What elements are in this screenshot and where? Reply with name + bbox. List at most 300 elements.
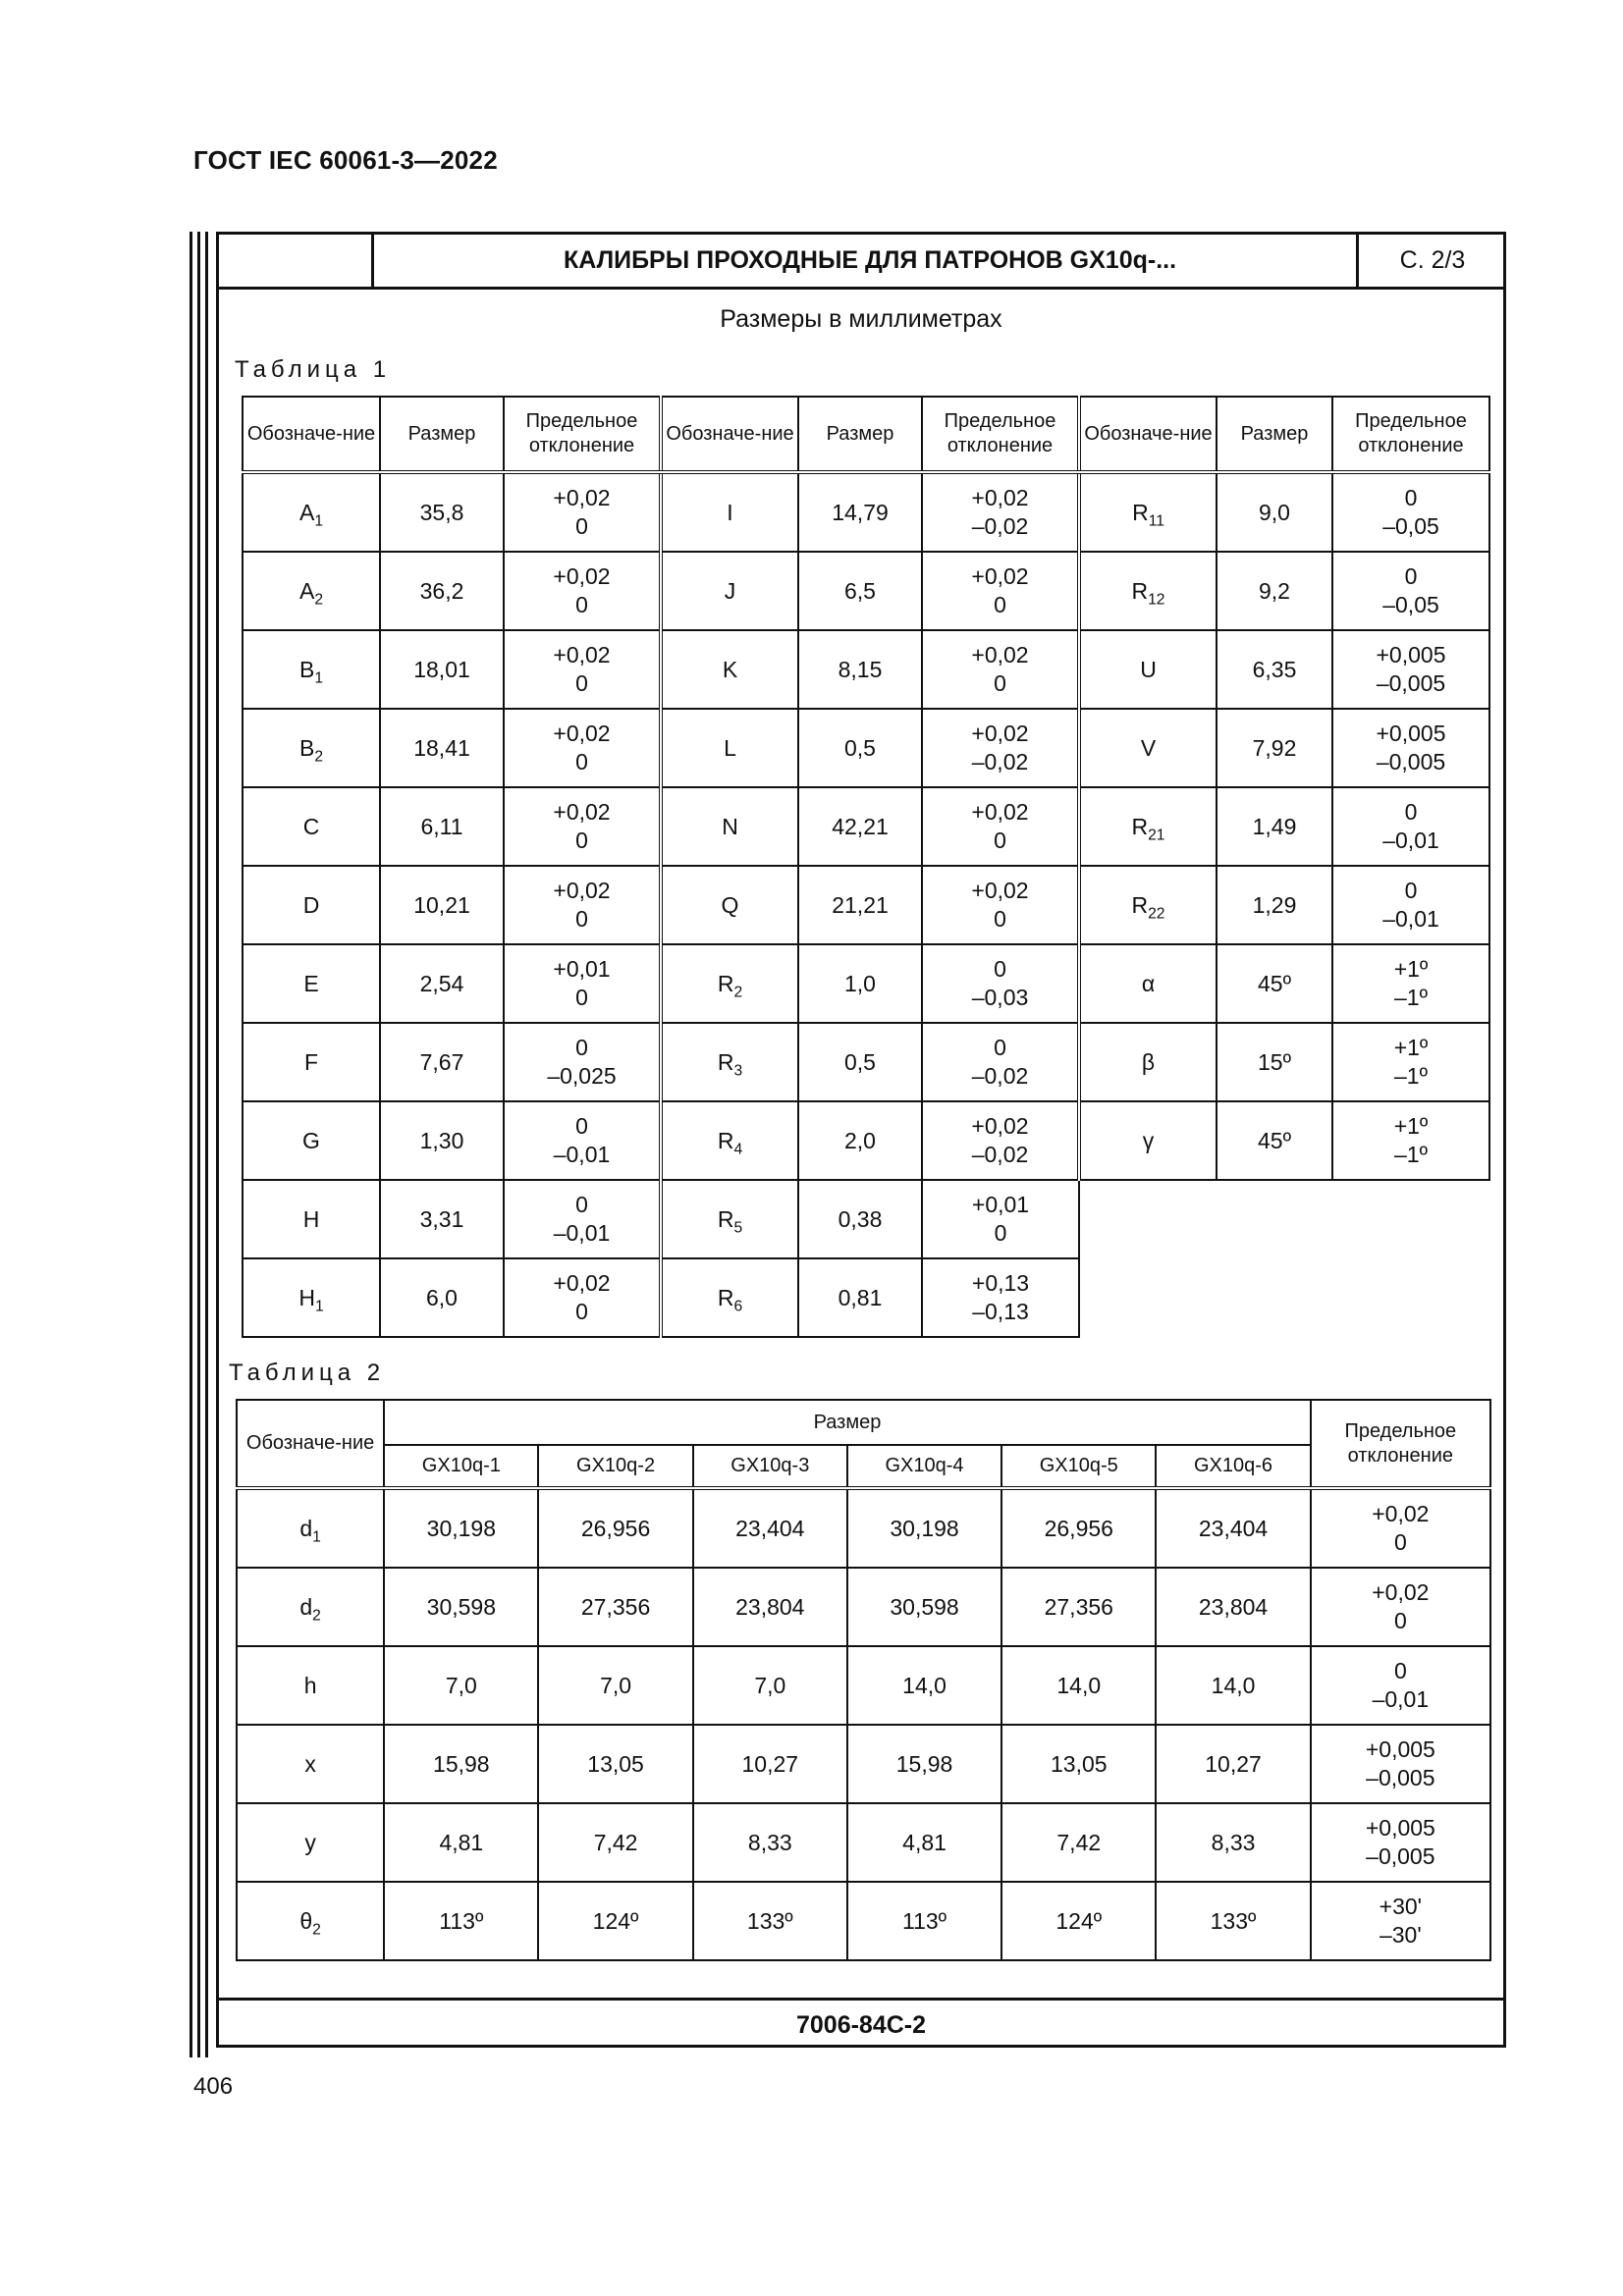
deviation-cell bbox=[922, 709, 1079, 787]
deviation-upper: +0,02 bbox=[553, 1270, 611, 1297]
designation-symbol: A bbox=[298, 577, 315, 604]
size-cell: 23,404 bbox=[1156, 1488, 1310, 1568]
designation-cell bbox=[661, 866, 798, 944]
designation-cell bbox=[237, 1882, 384, 1960]
size-cell: 45º bbox=[1217, 1101, 1332, 1180]
designation-symbol: D bbox=[302, 891, 320, 918]
designation-cell bbox=[1079, 866, 1217, 944]
size-cell: 13,05 bbox=[538, 1725, 692, 1803]
deviation-cell bbox=[1311, 1725, 1490, 1803]
size-cell: 124º bbox=[538, 1882, 692, 1960]
designation-cell bbox=[243, 630, 380, 709]
table-row bbox=[237, 1646, 1490, 1725]
size-cell: 6,35 bbox=[1217, 630, 1332, 709]
col-type: GX10q-4 bbox=[847, 1445, 1001, 1488]
deviation-upper: +0,01 bbox=[971, 1192, 1030, 1218]
deviation-lower: –0,01 bbox=[553, 1220, 611, 1246]
page-number: 406 bbox=[193, 2073, 234, 2100]
deviation-lower: –0,01 bbox=[1372, 1686, 1430, 1712]
table-row bbox=[243, 472, 1489, 552]
designation-symbol: A bbox=[298, 499, 315, 525]
header-blank-cell bbox=[219, 235, 374, 287]
deviation-lower: –0,01 bbox=[1382, 828, 1439, 853]
designation-cell bbox=[1079, 944, 1217, 1023]
size-cell: 26,956 bbox=[538, 1488, 692, 1568]
designation-symbol: d bbox=[299, 1593, 313, 1620]
table-row bbox=[243, 709, 1489, 787]
deviation-lower: –0,005 bbox=[1366, 1843, 1435, 1869]
designation-cell bbox=[243, 472, 380, 552]
designation-cell bbox=[1079, 472, 1217, 552]
designation-cell bbox=[237, 1803, 384, 1882]
table-row bbox=[243, 787, 1489, 866]
designation-cell bbox=[661, 709, 798, 787]
designation-subscript: 12 bbox=[1148, 591, 1165, 609]
deviation-lower: 0 bbox=[575, 985, 588, 1010]
designation-subscript: 2 bbox=[314, 591, 324, 609]
table-row bbox=[243, 552, 1489, 630]
designation-symbol: H bbox=[298, 1284, 315, 1310]
deviation-lower: 0 bbox=[994, 1220, 1007, 1246]
col-designation: Обозначе-ние bbox=[1079, 397, 1217, 472]
size-cell: 14,0 bbox=[1001, 1646, 1156, 1725]
col-designation: Обозначе-ние bbox=[237, 1400, 384, 1488]
deviation-upper: +0,02 bbox=[1372, 1579, 1430, 1606]
size-cell: 0,5 bbox=[798, 1023, 922, 1101]
size-cell: 0,81 bbox=[798, 1258, 922, 1337]
table1-caption: Таблица 1 bbox=[235, 356, 392, 383]
deviation-upper: 0 bbox=[1404, 563, 1418, 590]
designation-subscript: 1 bbox=[314, 669, 324, 687]
binding-line bbox=[189, 232, 192, 2057]
size-cell: 7,67 bbox=[380, 1023, 504, 1101]
size-cell: 124º bbox=[1001, 1882, 1156, 1960]
deviation-upper: +0,02 bbox=[971, 721, 1029, 747]
size-cell: 23,804 bbox=[1156, 1568, 1310, 1646]
designation-symbol: J bbox=[724, 577, 736, 604]
deviation-cell bbox=[504, 630, 661, 709]
col-type: GX10q-2 bbox=[538, 1445, 692, 1488]
size-cell: 18,01 bbox=[380, 630, 504, 709]
deviation-cell bbox=[504, 1180, 661, 1258]
designation-symbol: R bbox=[1131, 891, 1149, 918]
designation-subscript: 11 bbox=[1148, 512, 1164, 530]
deviation-lower: –0,005 bbox=[1376, 670, 1446, 696]
size-cell: 42,21 bbox=[798, 787, 922, 866]
designation-cell bbox=[1079, 709, 1217, 787]
deviation-upper: +1º bbox=[1393, 1113, 1429, 1140]
col-deviation: Предельное отклонение bbox=[1332, 397, 1489, 472]
deviation-upper: +0,02 bbox=[971, 563, 1029, 590]
designation-subscript: 21 bbox=[1148, 827, 1165, 844]
deviation-upper: +0,02 bbox=[971, 1113, 1029, 1140]
designation-cell bbox=[243, 1258, 380, 1337]
col-designation: Обозначе-ние bbox=[243, 397, 380, 472]
designation-symbol: E bbox=[303, 970, 319, 996]
deviation-lower: 0 bbox=[994, 828, 1006, 853]
sheet-title: КАЛИБРЫ ПРОХОДНЫЕ ДЛЯ ПАТРОНОВ GX10q-... bbox=[563, 246, 1177, 274]
deviation-upper: 0 bbox=[994, 956, 1006, 983]
deviation-upper: +0,01 bbox=[553, 956, 611, 983]
designation-cell bbox=[243, 1180, 380, 1258]
deviation-cell bbox=[922, 1023, 1079, 1101]
designation-symbol: θ bbox=[299, 1907, 313, 1934]
designation-cell bbox=[1079, 1101, 1217, 1180]
deviation-cell bbox=[1332, 1101, 1489, 1180]
size-cell: 7,42 bbox=[1001, 1803, 1156, 1882]
size-cell: 9,0 bbox=[1217, 472, 1332, 552]
designation-symbol: R bbox=[1131, 813, 1149, 839]
empty-cell bbox=[1079, 1258, 1489, 1337]
designation-symbol: R bbox=[717, 1205, 734, 1232]
size-cell: 21,21 bbox=[798, 866, 922, 944]
deviation-cell bbox=[1311, 1488, 1490, 1568]
deviation-lower: 0 bbox=[575, 513, 588, 539]
deviation-upper: +0,02 bbox=[1372, 1501, 1430, 1527]
designation-subscript: 2 bbox=[312, 1607, 321, 1625]
deviation-upper: +0,13 bbox=[971, 1270, 1030, 1297]
deviation-cell bbox=[1332, 709, 1489, 787]
size-cell: 35,8 bbox=[380, 472, 504, 552]
deviation-cell bbox=[1332, 552, 1489, 630]
deviation-cell bbox=[504, 1258, 661, 1337]
col-type: GX10q-3 bbox=[693, 1445, 847, 1488]
designation-cell bbox=[243, 1101, 380, 1180]
deviation-lower: –0,02 bbox=[971, 1142, 1029, 1167]
designation-cell bbox=[661, 630, 798, 709]
deviation-cell bbox=[922, 552, 1079, 630]
designation-symbol: B bbox=[298, 656, 315, 682]
designation-cell bbox=[243, 1023, 380, 1101]
size-cell: 0,5 bbox=[798, 709, 922, 787]
size-cell: 27,356 bbox=[1001, 1568, 1156, 1646]
designation-cell bbox=[243, 866, 380, 944]
deviation-cell bbox=[922, 630, 1079, 709]
deviation-lower: 0 bbox=[994, 592, 1006, 617]
designation-subscript: 1 bbox=[312, 1528, 321, 1546]
col-size: Размер bbox=[1217, 397, 1332, 472]
size-cell: 7,0 bbox=[384, 1646, 538, 1725]
deviation-lower: –1º bbox=[1394, 1142, 1428, 1167]
size-cell: 30,598 bbox=[384, 1568, 538, 1646]
document-title: ГОСТ IEC 60061-3—2022 bbox=[193, 145, 498, 175]
deviation-upper: 0 bbox=[1404, 878, 1418, 904]
size-cell: 10,27 bbox=[1156, 1725, 1310, 1803]
designation-cell bbox=[243, 709, 380, 787]
size-cell: 1,0 bbox=[798, 944, 922, 1023]
size-cell: 8,33 bbox=[1156, 1803, 1310, 1882]
designation-cell bbox=[661, 944, 798, 1023]
deviation-upper: +1º bbox=[1393, 956, 1429, 983]
table2-caption: Таблица 2 bbox=[229, 1360, 386, 1386]
designation-subscript: 2 bbox=[733, 984, 743, 1001]
size-cell: 6,0 bbox=[380, 1258, 504, 1337]
deviation-upper: +0,02 bbox=[553, 799, 611, 826]
designation-cell bbox=[243, 944, 380, 1023]
deviation-upper: +0,02 bbox=[971, 485, 1029, 511]
deviation-upper: +0,005 bbox=[1376, 642, 1446, 668]
size-cell: 30,198 bbox=[847, 1488, 1001, 1568]
designation-symbol: F bbox=[303, 1048, 319, 1075]
table-2 bbox=[236, 1399, 1491, 1961]
deviation-cell bbox=[922, 866, 1079, 944]
deviation-cell bbox=[1332, 472, 1489, 552]
designation-cell bbox=[243, 552, 380, 630]
table-row bbox=[237, 1803, 1490, 1882]
size-cell: 4,81 bbox=[384, 1803, 538, 1882]
designation-symbol: α bbox=[1141, 970, 1156, 996]
designation-subscript: 4 bbox=[733, 1141, 743, 1158]
deviation-lower: 0 bbox=[994, 670, 1006, 696]
deviation-lower: –30' bbox=[1379, 1922, 1422, 1948]
deviation-lower: 0 bbox=[575, 1299, 588, 1324]
size-cell: 133º bbox=[1156, 1882, 1310, 1960]
designation-symbol: R bbox=[717, 1127, 734, 1153]
designation-cell bbox=[1079, 1023, 1217, 1101]
table1-header-row bbox=[243, 397, 1489, 472]
table2-header-row bbox=[237, 1400, 1490, 1445]
deviation-lower: 0 bbox=[575, 828, 588, 853]
size-cell: 10,27 bbox=[693, 1725, 847, 1803]
deviation-cell bbox=[922, 1101, 1079, 1180]
deviation-lower: 0 bbox=[575, 749, 588, 774]
designation-symbol: y bbox=[304, 1829, 316, 1855]
col-deviation: Предельное отклонение bbox=[922, 397, 1079, 472]
designation-symbol: x bbox=[304, 1750, 316, 1777]
designation-cell bbox=[237, 1646, 384, 1725]
designation-symbol: R bbox=[717, 970, 734, 996]
deviation-cell bbox=[922, 1180, 1079, 1258]
deviation-cell bbox=[504, 472, 661, 552]
deviation-upper: +0,005 bbox=[1365, 1815, 1435, 1842]
deviation-lower: –0,005 bbox=[1366, 1765, 1435, 1790]
table-row bbox=[237, 1882, 1490, 1960]
deviation-lower: –0,13 bbox=[972, 1299, 1029, 1324]
col-size: Размер bbox=[798, 397, 922, 472]
size-cell: 1,29 bbox=[1217, 866, 1332, 944]
col-size: Размер bbox=[380, 397, 504, 472]
deviation-upper: 0 bbox=[1404, 799, 1418, 826]
size-cell: 36,2 bbox=[380, 552, 504, 630]
col-deviation: Предельное отклонение bbox=[1311, 1400, 1490, 1488]
table-row bbox=[243, 1023, 1489, 1101]
deviation-lower: –0,02 bbox=[971, 749, 1029, 774]
table-row bbox=[243, 1180, 1489, 1258]
binding-line bbox=[197, 232, 200, 2057]
size-cell: 10,21 bbox=[380, 866, 504, 944]
designation-symbol: d bbox=[299, 1515, 313, 1541]
size-cell: 30,598 bbox=[847, 1568, 1001, 1646]
designation-subscript: 1 bbox=[314, 1298, 324, 1315]
deviation-cell bbox=[922, 472, 1079, 552]
deviation-cell bbox=[1332, 787, 1489, 866]
size-cell: 30,198 bbox=[384, 1488, 538, 1568]
size-cell: 7,0 bbox=[693, 1646, 847, 1725]
deviation-cell bbox=[1332, 1023, 1489, 1101]
deviation-cell bbox=[1332, 944, 1489, 1023]
col-type: GX10q-1 bbox=[384, 1445, 538, 1488]
frame-footer-code: 7006-84C-2 bbox=[219, 1998, 1503, 2051]
table-row bbox=[237, 1568, 1490, 1646]
size-cell: 26,956 bbox=[1001, 1488, 1156, 1568]
deviation-upper: +0,02 bbox=[553, 563, 611, 590]
table-row bbox=[237, 1488, 1490, 1568]
designation-symbol: R bbox=[1131, 577, 1149, 604]
designation-symbol: N bbox=[722, 813, 738, 839]
designation-cell bbox=[1079, 787, 1217, 866]
designation-cell bbox=[661, 552, 798, 630]
table-row bbox=[243, 944, 1489, 1023]
designation-symbol: B bbox=[298, 734, 315, 761]
deviation-upper: 0 bbox=[1404, 485, 1418, 511]
size-cell: 45º bbox=[1217, 944, 1332, 1023]
deviation-cell bbox=[1332, 630, 1489, 709]
size-cell: 14,0 bbox=[847, 1646, 1001, 1725]
deviation-upper: 0 bbox=[575, 1035, 588, 1061]
deviation-lower: –0,01 bbox=[1382, 906, 1439, 932]
deviation-cell bbox=[504, 1023, 661, 1101]
size-cell: 23,804 bbox=[693, 1568, 847, 1646]
designation-symbol: V bbox=[1140, 734, 1157, 761]
designation-cell bbox=[237, 1725, 384, 1803]
deviation-cell bbox=[1311, 1882, 1490, 1960]
deviation-cell bbox=[504, 709, 661, 787]
size-cell: 113º bbox=[847, 1882, 1001, 1960]
binding-line bbox=[205, 232, 208, 2057]
deviation-lower: –0,01 bbox=[553, 1142, 611, 1167]
size-cell: 18,41 bbox=[380, 709, 504, 787]
size-cell: 27,356 bbox=[538, 1568, 692, 1646]
deviation-upper: +30' bbox=[1379, 1894, 1423, 1920]
size-cell: 15,98 bbox=[384, 1725, 538, 1803]
deviation-lower: 0 bbox=[575, 592, 588, 617]
designation-symbol: K bbox=[722, 656, 738, 682]
size-cell: 3,31 bbox=[380, 1180, 504, 1258]
deviation-lower: –0,005 bbox=[1376, 749, 1446, 774]
size-cell: 15,98 bbox=[847, 1725, 1001, 1803]
deviation-cell bbox=[504, 787, 661, 866]
size-cell: 1,30 bbox=[380, 1101, 504, 1180]
size-cell: 7,0 bbox=[538, 1646, 692, 1725]
designation-symbol: L bbox=[724, 734, 736, 761]
deviation-upper: +0,02 bbox=[553, 642, 611, 668]
deviation-cell bbox=[504, 866, 661, 944]
table-1 bbox=[242, 396, 1490, 1338]
designation-symbol: R bbox=[717, 1048, 734, 1075]
designation-symbol: γ bbox=[1142, 1127, 1155, 1153]
deviation-cell bbox=[504, 552, 661, 630]
size-cell: 8,33 bbox=[693, 1803, 847, 1882]
deviation-cell bbox=[1311, 1568, 1490, 1646]
col-deviation: Предельное отклонение bbox=[504, 397, 661, 472]
deviation-upper: +0,02 bbox=[971, 799, 1029, 826]
deviation-upper: 0 bbox=[994, 1035, 1006, 1061]
designation-symbol: R bbox=[717, 1284, 734, 1310]
deviation-upper: 0 bbox=[575, 1113, 588, 1140]
size-cell: 2,0 bbox=[798, 1101, 922, 1180]
designation-symbol: G bbox=[302, 1127, 320, 1153]
designation-cell bbox=[661, 1023, 798, 1101]
designation-symbol: β bbox=[1141, 1048, 1156, 1075]
table-row bbox=[243, 1101, 1489, 1180]
designation-subscript: 1 bbox=[314, 512, 324, 530]
frame-header bbox=[219, 235, 1503, 290]
size-cell: 4,81 bbox=[847, 1803, 1001, 1882]
designation-subscript: 2 bbox=[312, 1921, 321, 1939]
designation-cell bbox=[661, 1101, 798, 1180]
deviation-lower: –1º bbox=[1394, 985, 1428, 1010]
deviation-upper: +0,02 bbox=[971, 878, 1029, 904]
designation-cell bbox=[1079, 552, 1217, 630]
deviation-lower: 0 bbox=[1393, 1529, 1407, 1555]
designation-cell bbox=[661, 472, 798, 552]
col-type: GX10q-6 bbox=[1156, 1445, 1310, 1488]
size-cell: 6,11 bbox=[380, 787, 504, 866]
designation-symbol: R bbox=[1132, 499, 1149, 525]
size-cell: 14,79 bbox=[798, 472, 922, 552]
size-cell: 14,0 bbox=[1156, 1646, 1310, 1725]
size-cell: 6,5 bbox=[798, 552, 922, 630]
designation-cell bbox=[661, 787, 798, 866]
designation-cell bbox=[661, 1180, 798, 1258]
size-cell: 9,2 bbox=[1217, 552, 1332, 630]
deviation-cell bbox=[922, 787, 1079, 866]
deviation-lower: –0,02 bbox=[971, 513, 1029, 539]
designation-subscript: 3 bbox=[733, 1062, 743, 1080]
deviation-lower: –0,05 bbox=[1382, 592, 1439, 617]
deviation-cell bbox=[922, 1258, 1079, 1337]
size-cell: 23,404 bbox=[693, 1488, 847, 1568]
size-cell: 2,54 bbox=[380, 944, 504, 1023]
size-cell: 113º bbox=[384, 1882, 538, 1960]
designation-subscript: 6 bbox=[733, 1298, 743, 1315]
deviation-lower: –0,03 bbox=[971, 985, 1029, 1010]
deviation-cell bbox=[1332, 866, 1489, 944]
table2-types-row bbox=[237, 1445, 1490, 1488]
deviation-cell bbox=[1311, 1646, 1490, 1725]
size-cell: 13,05 bbox=[1001, 1725, 1156, 1803]
deviation-upper: +0,005 bbox=[1376, 721, 1446, 747]
table1-body bbox=[243, 472, 1489, 1337]
designation-symbol: H bbox=[302, 1205, 320, 1232]
deviation-upper: +0,02 bbox=[553, 485, 611, 511]
deviation-lower: 0 bbox=[994, 906, 1006, 932]
size-cell: 0,38 bbox=[798, 1180, 922, 1258]
deviation-lower: 0 bbox=[1393, 1608, 1407, 1633]
designation-symbol: h bbox=[303, 1672, 317, 1698]
designation-symbol: I bbox=[727, 499, 733, 525]
col-designation: Обозначе-ние bbox=[661, 397, 798, 472]
designation-symbol: U bbox=[1140, 656, 1157, 682]
size-cell: 8,15 bbox=[798, 630, 922, 709]
designation-symbol: C bbox=[302, 813, 320, 839]
deviation-upper: +0,02 bbox=[971, 642, 1029, 668]
deviation-lower: 0 bbox=[575, 670, 588, 696]
deviation-cell bbox=[922, 944, 1079, 1023]
deviation-upper: 0 bbox=[1393, 1658, 1407, 1684]
designation-cell bbox=[243, 787, 380, 866]
designation-symbol: Q bbox=[721, 891, 739, 918]
deviation-upper: +0,02 bbox=[553, 721, 611, 747]
size-cell: 1,49 bbox=[1217, 787, 1332, 866]
sheet-page: С. 2/3 bbox=[1356, 235, 1506, 287]
size-cell: 7,42 bbox=[538, 1803, 692, 1882]
deviation-lower: 0 bbox=[575, 906, 588, 932]
col-type: GX10q-5 bbox=[1001, 1445, 1156, 1488]
table2-body bbox=[237, 1488, 1490, 1960]
empty-cell bbox=[1079, 1180, 1489, 1258]
size-cell: 15º bbox=[1217, 1023, 1332, 1101]
